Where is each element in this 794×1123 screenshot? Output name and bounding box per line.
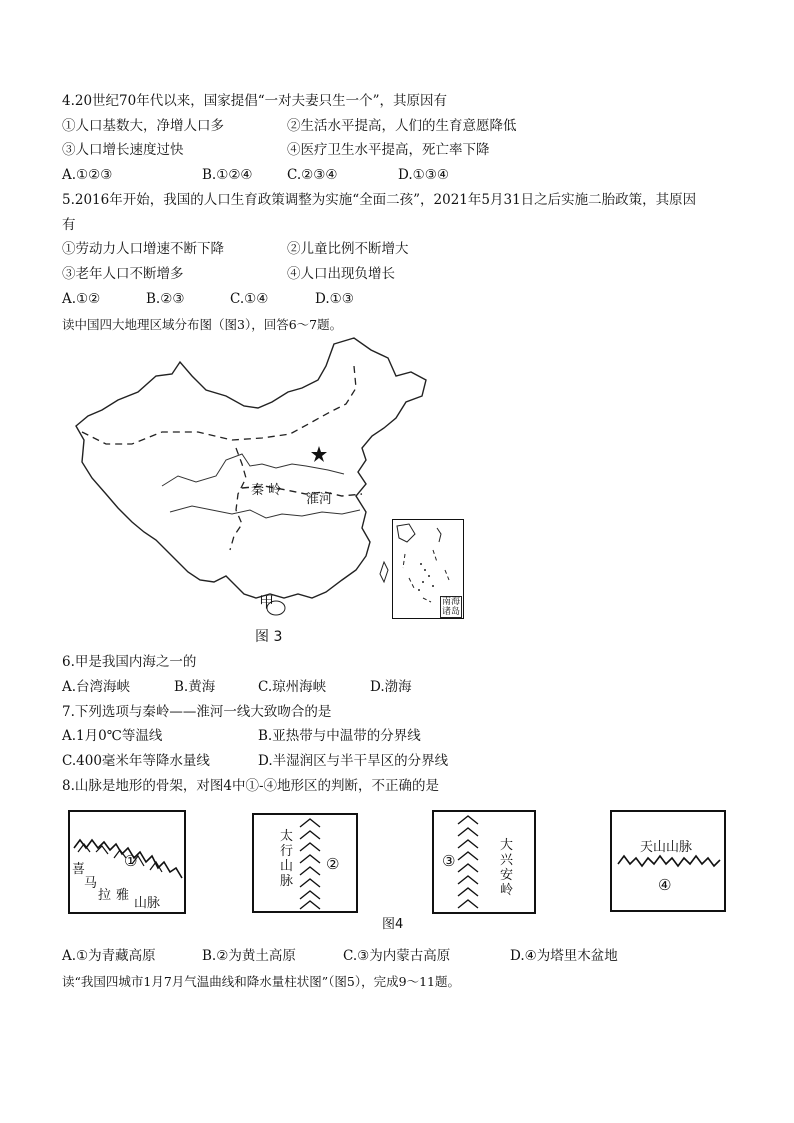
q5-choice-b: B.②③ xyxy=(146,291,185,307)
panel3-char-3: 安 xyxy=(500,868,514,883)
qinghai-tibet-boundary xyxy=(230,448,246,550)
q5-stem-line2: 有 xyxy=(62,217,76,233)
q5-choice-c: C.①④ xyxy=(230,291,269,307)
panel2-num: ② xyxy=(326,855,340,873)
q4-choice-c: C.②③④ xyxy=(287,167,338,183)
q7-choice-a: A.1月0℃等温线 xyxy=(62,728,163,744)
panel1-num: ① xyxy=(124,852,138,870)
q6-choice-b: B.黄海 xyxy=(174,679,216,695)
q8-choice-c: C.③为内蒙古高原 xyxy=(343,948,451,964)
taihang-mountains-icon xyxy=(254,815,356,911)
panel3-char-2: 兴 xyxy=(500,853,514,868)
panel4-label: 天山山脉 xyxy=(640,840,693,855)
inset-label-line2: 诸岛 xyxy=(442,607,461,617)
panel1-label-la: 拉 xyxy=(98,888,112,903)
panel3-num: ③ xyxy=(442,852,456,870)
china-outline xyxy=(76,338,426,598)
q5-choice-d: D.①③ xyxy=(315,291,354,307)
panel3-char-1: 大 xyxy=(500,838,514,853)
intro-fig5: 读“我国四城市1月7月气温曲线和降水量柱状图”（图5），完成9～11题。 xyxy=(62,974,460,989)
q4-choice-b: B.①②④ xyxy=(202,167,253,183)
north-northwest-boundary xyxy=(82,366,356,444)
q6-choice-a: A.台湾海峡 xyxy=(62,679,131,695)
q4-item-2: ②生活水平提高，人们的生育意愿降低 xyxy=(287,118,517,134)
q5-item-3: ③老年人口不断增多 xyxy=(62,266,184,282)
fig3-caption: 图 3 xyxy=(255,629,283,645)
inset-label xyxy=(440,596,462,618)
panel2-char-3: 山 xyxy=(280,859,294,874)
q8-stem: 8.山脉是地形的骨架，对图4中①-④地形区的判断，不正确的是 xyxy=(62,778,440,794)
inset-label-line1: 南海 xyxy=(442,597,461,607)
panel3-label xyxy=(500,838,514,898)
panel1-label-xi: 喜 xyxy=(72,862,86,877)
fig4-panel-3 xyxy=(432,810,536,914)
label-huaihe: 淮河 xyxy=(306,492,333,507)
panel2-label xyxy=(280,829,294,889)
fig4-panel-4 xyxy=(610,810,726,912)
label-jia: 甲 xyxy=(259,593,275,611)
capital-star-icon xyxy=(311,446,327,462)
q5-item-2: ②儿童比例不断增大 xyxy=(287,241,409,257)
panel3-char-4: 岭 xyxy=(500,883,514,898)
q7-choice-b: B.亚热带与中温带的分界线 xyxy=(258,728,421,744)
yangtze-river xyxy=(170,506,360,518)
q8-choice-a: A.①为青藏高原 xyxy=(62,948,156,964)
q7-choice-c: C.400毫米年等降水量线 xyxy=(62,753,210,769)
q6-choice-c: C.琼州海峡 xyxy=(258,679,327,695)
fig4-panel-2 xyxy=(252,813,358,913)
q7-choice-d: D.半湿润区与半干旱区的分界线 xyxy=(258,753,449,769)
q5-item-1: ①劳动力人口增速不断下降 xyxy=(62,241,224,257)
panel2-char-4: 脉 xyxy=(280,874,294,889)
q5-choice-a: A.①② xyxy=(62,291,101,307)
q4-item-4: ④医疗卫生水平提高，死亡率下降 xyxy=(287,142,490,158)
q7-stem: 7.下列选项与秦岭——淮河一线大致吻合的是 xyxy=(62,704,332,720)
q8-choice-d: D.④为塔里木盆地 xyxy=(510,948,618,964)
fig4-caption: 图4 xyxy=(382,917,404,932)
panel2-char-2: 行 xyxy=(280,844,294,859)
panel1-label-ma: 马 xyxy=(84,876,98,891)
taiwan-island xyxy=(380,562,388,582)
q5-item-4: ④人口出现负增长 xyxy=(287,266,395,282)
q6-choice-d: D.渤海 xyxy=(370,679,412,695)
q4-item-1: ①人口基数大，净增人口多 xyxy=(62,118,224,134)
q6-stem: 6.甲是我国内海之一的 xyxy=(62,654,197,670)
q8-choice-b: B.②为黄土高原 xyxy=(202,948,296,964)
panel1-label-shanmai: 山脉 xyxy=(134,896,161,911)
panel1-label-ya: 雅 xyxy=(116,888,130,903)
panel2-char-1: 太 xyxy=(280,829,294,844)
intro-fig3: 读中国四大地理区域分布图（图3），回答6～7题。 xyxy=(62,317,343,332)
label-qinling: 秦 岭 xyxy=(251,483,282,498)
q4-stem: 4.20世纪70年代以来，国家提倡“一对夫妻只生一个”，其原因有 xyxy=(62,93,448,109)
q5-stem-line1: 5.2016年开始，我国的人口生育政策调整为实施“全面二孩”，2021年5月31日之后实施二胎政策，其原因 xyxy=(62,192,697,208)
q4-choice-a: A.①②③ xyxy=(62,167,113,183)
q4-choice-d: D.①③④ xyxy=(398,167,449,183)
panel4-num: ④ xyxy=(658,876,672,894)
tianshan-mountains-icon xyxy=(612,812,724,910)
fig4-panel-1 xyxy=(68,810,186,914)
q4-item-3: ③人口增长速度过快 xyxy=(62,142,184,158)
